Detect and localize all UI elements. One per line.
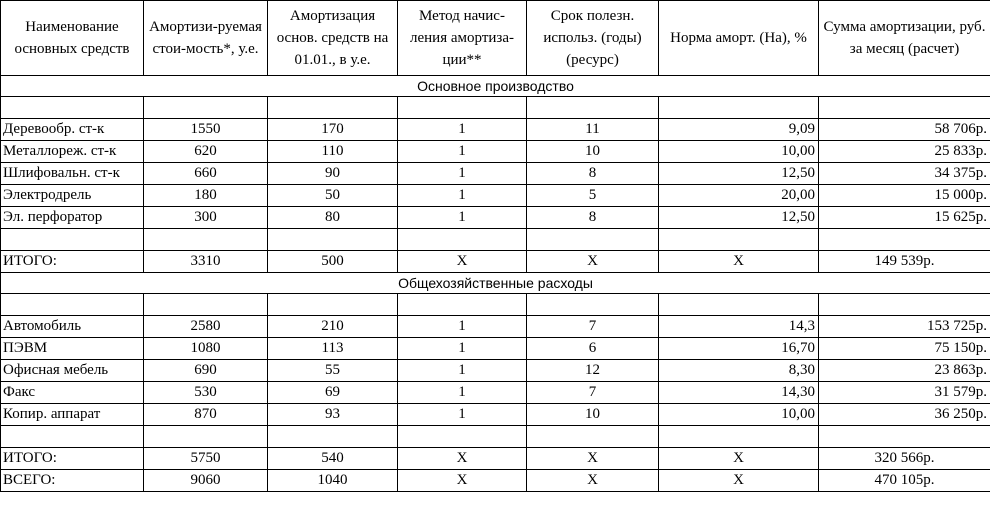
empty-cell bbox=[144, 97, 268, 119]
cell-depreciable-cost: 180 bbox=[144, 185, 268, 207]
empty-cell bbox=[268, 97, 398, 119]
cell-method: 1 bbox=[398, 119, 527, 141]
empty-cell bbox=[659, 294, 819, 316]
cell-rate: 16,70 bbox=[659, 338, 819, 360]
cell-depreciable-cost: 530 bbox=[144, 382, 268, 404]
cell-accumulated-depreciation: 1040 bbox=[268, 470, 398, 492]
cell-accumulated-depreciation: 50 bbox=[268, 185, 398, 207]
cell-useful-life: 8 bbox=[527, 163, 659, 185]
table-row bbox=[1, 207, 990, 229]
cell-accumulated-depreciation: 93 bbox=[268, 404, 398, 426]
cell-asset-name: ВСЕГО: bbox=[1, 470, 144, 492]
empty-cell bbox=[1, 294, 144, 316]
cell-rate: 14,30 bbox=[659, 382, 819, 404]
cell-useful-life: 7 bbox=[527, 316, 659, 338]
empty-cell bbox=[819, 97, 990, 119]
cell-asset-name: Автомобиль bbox=[1, 316, 144, 338]
cell-rate: Х bbox=[659, 251, 819, 273]
table-row bbox=[1, 141, 990, 163]
table-row bbox=[1, 185, 990, 207]
empty-cell bbox=[527, 97, 659, 119]
cell-method: Х bbox=[398, 470, 527, 492]
cell-rate: 8,30 bbox=[659, 360, 819, 382]
cell-accumulated-depreciation: 55 bbox=[268, 360, 398, 382]
cell-depreciable-cost: 660 bbox=[144, 163, 268, 185]
cell-asset-name: Деревообр. ст-к bbox=[1, 119, 144, 141]
section-title-row bbox=[1, 273, 990, 294]
empty-cell bbox=[659, 426, 819, 448]
header-cell-rate: Норма аморт. (На), % bbox=[659, 1, 819, 76]
cell-accumulated-depreciation: 69 bbox=[268, 382, 398, 404]
empty-cell bbox=[144, 426, 268, 448]
cell-depreciable-cost: 870 bbox=[144, 404, 268, 426]
cell-rate: 9,09 bbox=[659, 119, 819, 141]
cell-asset-name: Офисная мебель bbox=[1, 360, 144, 382]
blank-row bbox=[1, 229, 990, 251]
cell-monthly-amount: 58 706р. bbox=[819, 119, 990, 141]
cell-accumulated-depreciation: 170 bbox=[268, 119, 398, 141]
grand-total-row bbox=[1, 470, 990, 492]
empty-cell bbox=[819, 229, 990, 251]
empty-cell bbox=[819, 294, 990, 316]
table-row bbox=[1, 163, 990, 185]
table-row bbox=[1, 316, 990, 338]
header-cell-depreciable-cost: Амортизи-руемая стои-мость*, у.е. bbox=[144, 1, 268, 76]
cell-method: 1 bbox=[398, 382, 527, 404]
blank-row bbox=[1, 426, 990, 448]
header-cell-method: Метод начис-ления амортиза-ции** bbox=[398, 1, 527, 76]
empty-cell bbox=[1, 97, 144, 119]
cell-asset-name: Металлореж. ст-к bbox=[1, 141, 144, 163]
empty-cell bbox=[268, 294, 398, 316]
cell-accumulated-depreciation: 500 bbox=[268, 251, 398, 273]
cell-asset-name: ИТОГО: bbox=[1, 251, 144, 273]
section-title: Основное производство bbox=[1, 76, 990, 97]
blank-row bbox=[1, 294, 990, 316]
section-title-row bbox=[1, 76, 990, 97]
header-cell-asset-name: Наименование основных средств bbox=[1, 1, 144, 76]
cell-useful-life: 6 bbox=[527, 338, 659, 360]
empty-cell bbox=[398, 426, 527, 448]
cell-depreciable-cost: 3310 bbox=[144, 251, 268, 273]
cell-useful-life: 5 bbox=[527, 185, 659, 207]
cell-monthly-amount: 470 105р. bbox=[819, 470, 990, 492]
cell-asset-name: Эл. перфоратор bbox=[1, 207, 144, 229]
cell-useful-life: 11 bbox=[527, 119, 659, 141]
cell-asset-name: Копир. аппарат bbox=[1, 404, 144, 426]
cell-accumulated-depreciation: 113 bbox=[268, 338, 398, 360]
cell-asset-name: ПЭВМ bbox=[1, 338, 144, 360]
cell-useful-life: Х bbox=[527, 448, 659, 470]
cell-rate: 12,50 bbox=[659, 207, 819, 229]
cell-method: 1 bbox=[398, 185, 527, 207]
cell-rate: 10,00 bbox=[659, 141, 819, 163]
empty-cell bbox=[144, 294, 268, 316]
cell-monthly-amount: 25 833р. bbox=[819, 141, 990, 163]
cell-method: 1 bbox=[398, 316, 527, 338]
cell-rate: 12,50 bbox=[659, 163, 819, 185]
cell-monthly-amount: 15 000р. bbox=[819, 185, 990, 207]
cell-rate: 14,3 bbox=[659, 316, 819, 338]
cell-accumulated-depreciation: 80 bbox=[268, 207, 398, 229]
empty-cell bbox=[144, 229, 268, 251]
cell-asset-name: Факс bbox=[1, 382, 144, 404]
cell-monthly-amount: 320 566р. bbox=[819, 448, 990, 470]
cell-useful-life: 10 bbox=[527, 141, 659, 163]
cell-accumulated-depreciation: 540 bbox=[268, 448, 398, 470]
cell-depreciable-cost: 620 bbox=[144, 141, 268, 163]
empty-cell bbox=[659, 229, 819, 251]
table-row bbox=[1, 382, 990, 404]
cell-method: 1 bbox=[398, 207, 527, 229]
cell-monthly-amount: 149 539р. bbox=[819, 251, 990, 273]
cell-monthly-amount: 36 250р. bbox=[819, 404, 990, 426]
cell-accumulated-depreciation: 210 bbox=[268, 316, 398, 338]
header-cell-monthly-amount: Сумма амортизации, руб. за месяц (расчет) bbox=[819, 1, 990, 76]
cell-depreciable-cost: 1550 bbox=[144, 119, 268, 141]
cell-monthly-amount: 75 150р. bbox=[819, 338, 990, 360]
table-row bbox=[1, 360, 990, 382]
subtotal-row bbox=[1, 448, 990, 470]
cell-rate: Х bbox=[659, 448, 819, 470]
cell-monthly-amount: 153 725р. bbox=[819, 316, 990, 338]
empty-cell bbox=[398, 294, 527, 316]
blank-row bbox=[1, 97, 990, 119]
cell-monthly-amount: 23 863р. bbox=[819, 360, 990, 382]
empty-cell bbox=[819, 426, 990, 448]
cell-method: 1 bbox=[398, 338, 527, 360]
header-cell-useful-life: Срок полезн. использ. (годы) (ресурс) bbox=[527, 1, 659, 76]
table-row bbox=[1, 119, 990, 141]
empty-cell bbox=[268, 229, 398, 251]
subtotal-row bbox=[1, 251, 990, 273]
cell-asset-name: Шлифовальн. ст-к bbox=[1, 163, 144, 185]
cell-rate: Х bbox=[659, 470, 819, 492]
cell-accumulated-depreciation: 90 bbox=[268, 163, 398, 185]
cell-asset-name: ИТОГО: bbox=[1, 448, 144, 470]
cell-useful-life: 12 bbox=[527, 360, 659, 382]
table-row bbox=[1, 338, 990, 360]
cell-monthly-amount: 15 625р. bbox=[819, 207, 990, 229]
cell-rate: 10,00 bbox=[659, 404, 819, 426]
cell-method: 1 bbox=[398, 163, 527, 185]
table-row bbox=[1, 404, 990, 426]
empty-cell bbox=[527, 426, 659, 448]
cell-method: Х bbox=[398, 448, 527, 470]
cell-depreciable-cost: 2580 bbox=[144, 316, 268, 338]
empty-cell bbox=[659, 97, 819, 119]
empty-cell bbox=[1, 426, 144, 448]
empty-cell bbox=[398, 97, 527, 119]
header-cell-accumulated-depreciation: Амортизация основ. средств на 01.01., в у.е. bbox=[268, 1, 398, 76]
cell-method: Х bbox=[398, 251, 527, 273]
empty-cell bbox=[268, 426, 398, 448]
empty-cell bbox=[398, 229, 527, 251]
cell-useful-life: Х bbox=[527, 470, 659, 492]
cell-method: 1 bbox=[398, 360, 527, 382]
cell-depreciable-cost: 5750 bbox=[144, 448, 268, 470]
cell-depreciable-cost: 9060 bbox=[144, 470, 268, 492]
cell-method: 1 bbox=[398, 141, 527, 163]
cell-rate: 20,00 bbox=[659, 185, 819, 207]
empty-cell bbox=[527, 229, 659, 251]
cell-useful-life: Х bbox=[527, 251, 659, 273]
header-row bbox=[1, 1, 990, 76]
section-title: Общехозяйственные расходы bbox=[1, 273, 990, 294]
cell-useful-life: 10 bbox=[527, 404, 659, 426]
empty-cell bbox=[1, 229, 144, 251]
cell-method: 1 bbox=[398, 404, 527, 426]
cell-useful-life: 7 bbox=[527, 382, 659, 404]
cell-monthly-amount: 31 579р. bbox=[819, 382, 990, 404]
cell-depreciable-cost: 1080 bbox=[144, 338, 268, 360]
cell-useful-life: 8 bbox=[527, 207, 659, 229]
empty-cell bbox=[527, 294, 659, 316]
cell-depreciable-cost: 300 bbox=[144, 207, 268, 229]
cell-accumulated-depreciation: 110 bbox=[268, 141, 398, 163]
cell-asset-name: Электродрель bbox=[1, 185, 144, 207]
cell-monthly-amount: 34 375р. bbox=[819, 163, 990, 185]
cell-depreciable-cost: 690 bbox=[144, 360, 268, 382]
